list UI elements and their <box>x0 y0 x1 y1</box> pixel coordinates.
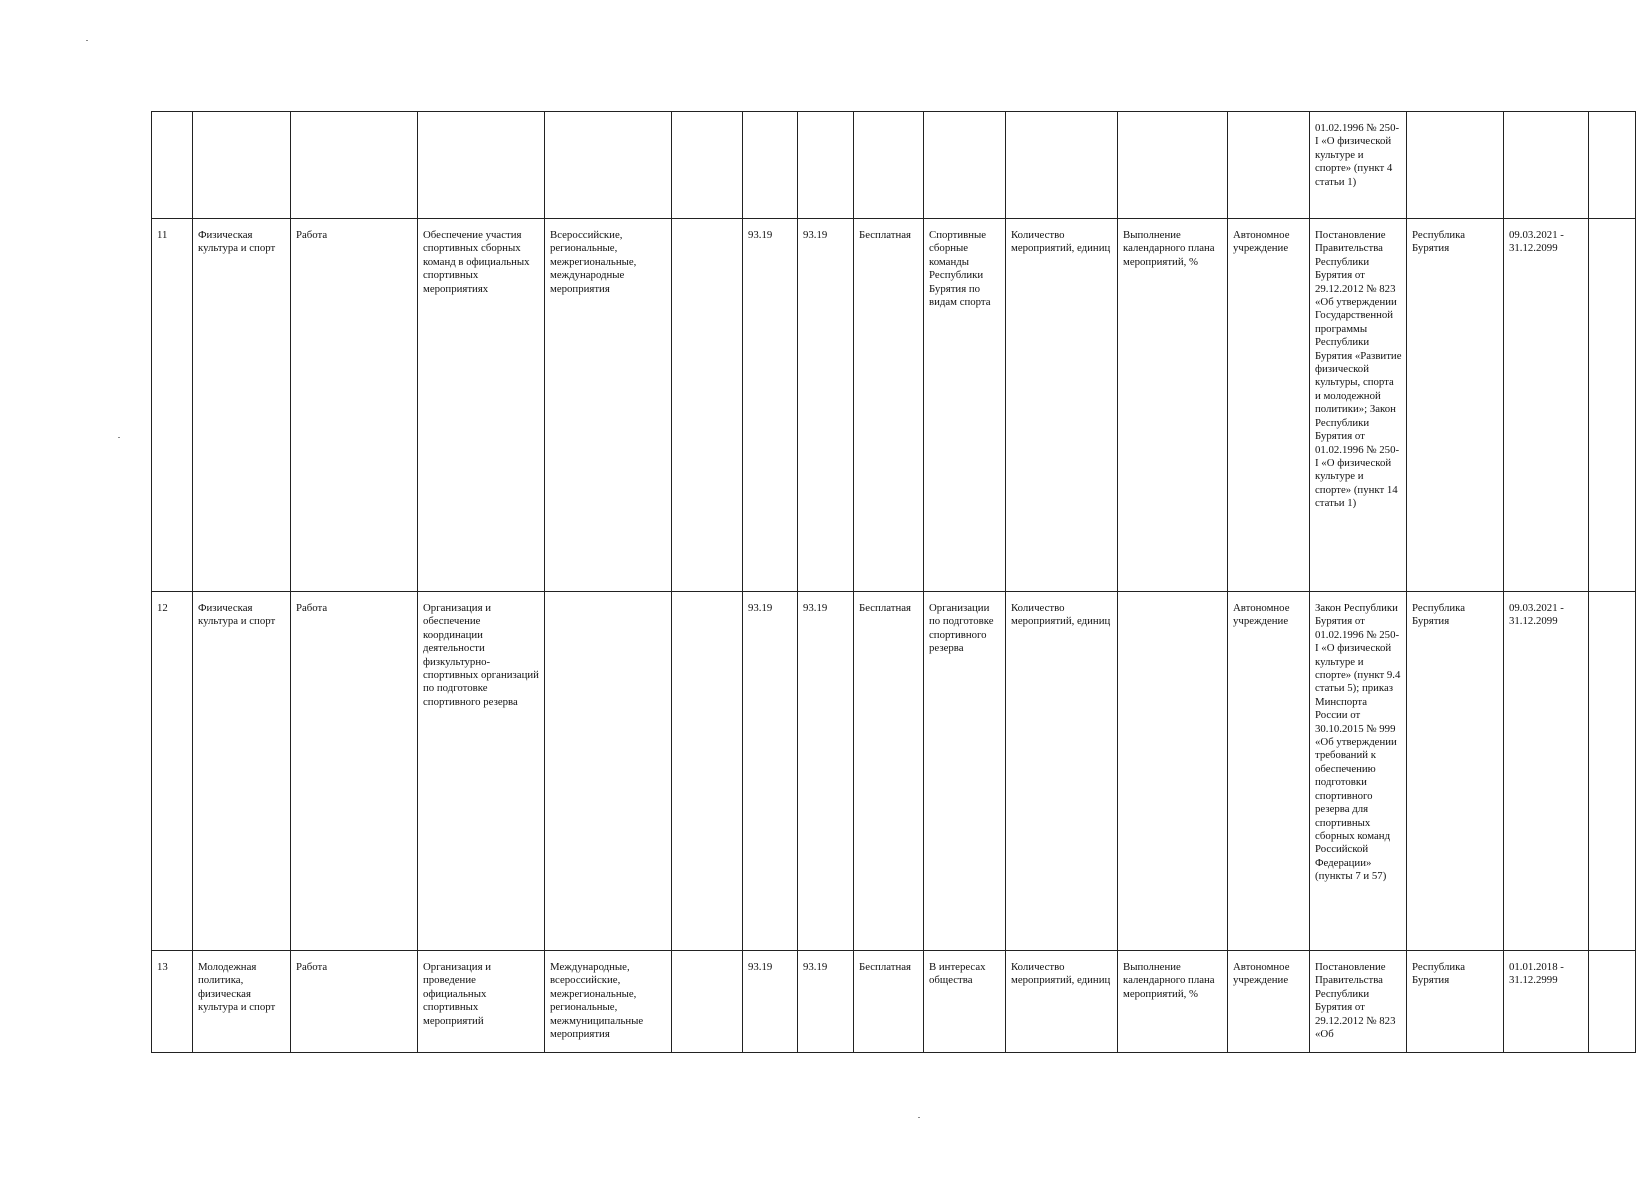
cell-paid <box>854 112 924 219</box>
cell-institution: Автономное учреждение <box>1228 592 1310 951</box>
cell-name <box>418 112 545 219</box>
cell-num <box>152 112 193 219</box>
cell-authority: Республика Бурятия <box>1407 219 1504 592</box>
cell-indicator-quality <box>1118 112 1228 219</box>
cell-indicator-volume: Количество мероприятий, единиц <box>1006 951 1118 1053</box>
cell-category: Спортивные сборные команды Республики Бурятия по видам спорта <box>924 219 1006 592</box>
cell-authority: Республика Бурятия <box>1407 951 1504 1053</box>
cell-indicator-volume: Количество мероприятий, единиц <box>1006 219 1118 592</box>
scan-speck <box>86 40 88 41</box>
cell-okved-1 <box>743 112 798 219</box>
cell-empty <box>672 112 743 219</box>
cell-num: 12 <box>152 592 193 951</box>
cell-legal-basis: Постановление Правительства Республики Бурятия от 29.12.2012 № 823 «Об утверждении Государственной программы Республики Бурятия «Развитие физической культуры, спорта и молодежной политики»; Закон Республики Бурятия от 01.02.1996 № 250-I «О физической культуре и спорте» (пункт 14 статьи 1) <box>1310 219 1407 592</box>
cell-category: В интересах общества <box>924 951 1006 1053</box>
cell-indicator-quality: Выполнение календарного плана мероприятий, % <box>1118 951 1228 1053</box>
cell-okved-2: 93.19 <box>798 219 854 592</box>
cell-content <box>545 112 672 219</box>
cell-content <box>545 592 672 951</box>
cell-type <box>291 112 418 219</box>
cell-content: Международные, всероссийские, межрегиональные, региональные, межмуниципальные мероприятия <box>545 951 672 1053</box>
cell-name: Организация и проведение официальных спортивных мероприятий <box>418 951 545 1053</box>
cell-paid: Бесплатная <box>854 951 924 1053</box>
cell-okved-2: 93.19 <box>798 951 854 1053</box>
cell-name: Организация и обеспечение координации деятельности физкультурно-спортивных организаций по подготовке спортивного резерва <box>418 592 545 951</box>
table-row <box>152 592 1636 951</box>
cell-type: Работа <box>291 592 418 951</box>
table-row <box>152 112 1636 219</box>
cell-empty <box>672 219 743 592</box>
cell-okved-1: 93.19 <box>743 219 798 592</box>
cell-period: 01.01.2018 - 31.12.2999 <box>1504 951 1589 1053</box>
cell-category: Организации по подготовке спортивного резерва <box>924 592 1006 951</box>
cell-institution: Автономное учреждение <box>1228 219 1310 592</box>
cell-sphere <box>193 112 291 219</box>
cell-sphere: Молодежная политика, физическая культура и спорт <box>193 951 291 1053</box>
cell-type: Работа <box>291 219 418 592</box>
cell-num: 13 <box>152 951 193 1053</box>
cell-last <box>1589 592 1636 951</box>
cell-okved-1: 93.19 <box>743 951 798 1053</box>
cell-last <box>1589 112 1636 219</box>
cell-num: 11 <box>152 219 193 592</box>
cell-paid: Бесплатная <box>854 219 924 592</box>
cell-last <box>1589 219 1636 592</box>
cell-sphere: Физическая культура и спорт <box>193 592 291 951</box>
cell-last <box>1589 951 1636 1053</box>
services-registry-table <box>151 111 1636 1053</box>
cell-okved-1: 93.19 <box>743 592 798 951</box>
cell-paid: Бесплатная <box>854 592 924 951</box>
cell-okved-2 <box>798 112 854 219</box>
scan-speck <box>918 1117 920 1118</box>
cell-legal-basis: Постановление Правительства Республики Бурятия от 29.12.2012 № 823 «Об <box>1310 951 1407 1053</box>
cell-period <box>1504 112 1589 219</box>
cell-indicator-quality: Выполнение календарного плана мероприятий, % <box>1118 219 1228 592</box>
cell-legal-basis: Закон Республики Бурятия от 01.02.1996 № 250-I «О физической культуре и спорте» (пункт 9.4 статьи 5); приказ Минспорта России от 30.10.2015 № 999 «Об утверждении требований к обеспечению подготовки спортивного резерва для спортивных сборных команд Российской Федерации» (пункты 7 и 57) <box>1310 592 1407 951</box>
cell-institution <box>1228 112 1310 219</box>
cell-legal-basis: 01.02.1996 № 250-I «О физической культуре и спорте» (пункт 4 статьи 1) <box>1310 112 1407 219</box>
cell-type: Работа <box>291 951 418 1053</box>
cell-content: Всероссийские, региональные, межрегиональные, международные мероприятия <box>545 219 672 592</box>
cell-empty <box>672 592 743 951</box>
cell-authority: Республика Бурятия <box>1407 592 1504 951</box>
cell-period: 09.03.2021 - 31.12.2099 <box>1504 219 1589 592</box>
cell-indicator-quality <box>1118 592 1228 951</box>
cell-indicator-volume: Количество мероприятий, единиц <box>1006 592 1118 951</box>
cell-institution: Автономное учреждение <box>1228 951 1310 1053</box>
cell-indicator-volume <box>1006 112 1118 219</box>
cell-name: Обеспечение участия спортивных сборных команд в официальных спортивных мероприятиях <box>418 219 545 592</box>
cell-period: 09.03.2021 - 31.12.2099 <box>1504 592 1589 951</box>
cell-okved-2: 93.19 <box>798 592 854 951</box>
cell-authority <box>1407 112 1504 219</box>
cell-empty <box>672 951 743 1053</box>
cell-category <box>924 112 1006 219</box>
scan-speck <box>118 437 120 438</box>
table-row <box>152 951 1636 1053</box>
cell-sphere: Физическая культура и спорт <box>193 219 291 592</box>
table-row <box>152 219 1636 592</box>
